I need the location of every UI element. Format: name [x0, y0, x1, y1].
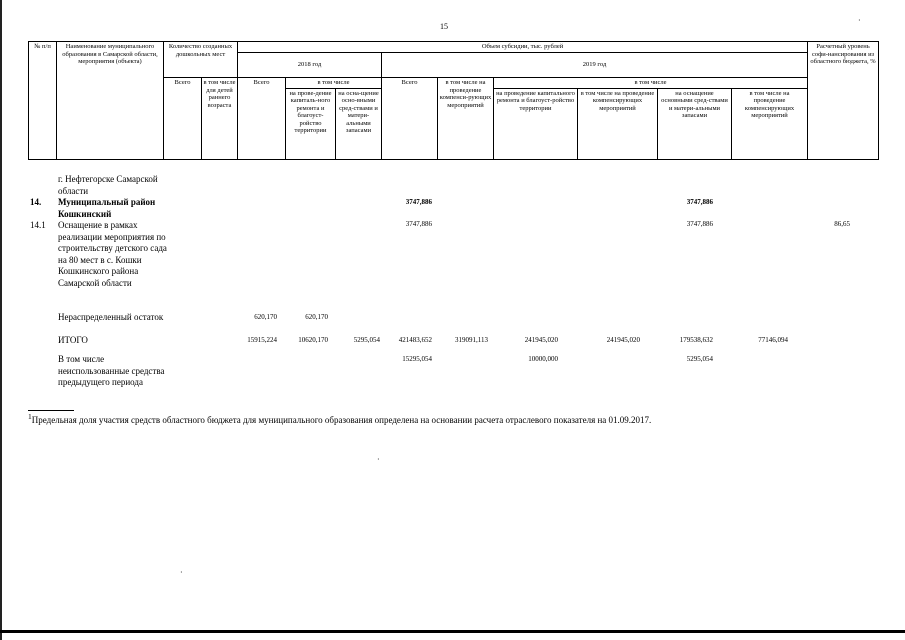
header-2019-including: в том числе — [494, 78, 808, 89]
header-2018-including: в том числе — [286, 78, 382, 89]
row-name-3: Нераспределенный остаток — [58, 312, 164, 322]
header-2018: 2018 год — [238, 53, 382, 78]
row-num-2: 14.1 — [30, 220, 46, 230]
header-places-early: в том числе для детей раннего возраста — [202, 78, 238, 160]
row1-2019-equip: 3747,886 — [686, 198, 713, 206]
header-2019-repair: на проведение капитального ремонта и благоуст-ройство территории — [494, 88, 578, 159]
header-2018-repair: на прове-дение капиталь-ного ремонта и благоуст-ройство территории — [286, 88, 336, 159]
row5-2019-equip: 5295,054 — [686, 355, 713, 363]
row2-2019-equip: 3747,886 — [686, 220, 713, 228]
page-number: 15 — [440, 22, 448, 31]
row-name-2: Оснащение в рамках реализации мероприятия по строительству детского сада на 80 мест в с. Кошки Кошкинского района Самарской области — [58, 220, 167, 288]
footnote — [28, 412, 651, 425]
row5-2019-repair: 10000,000 — [528, 355, 558, 363]
row3-2018-repair: 620,170 — [305, 313, 328, 321]
subsidy-table-header — [28, 41, 879, 160]
header-level: Расчетный уровень софи-нансирования из областного бюджета, % — [808, 42, 879, 160]
row4-2018-total: 15915,224 — [247, 336, 277, 344]
row4-2018-repair: 10620,170 — [298, 336, 328, 344]
row4-2019-comp: 319091,113 — [455, 336, 488, 344]
footnote-mark: 1 — [28, 412, 32, 421]
scan-bottom-edge — [0, 630, 905, 633]
header-2019-comp: в том числе на проведение компенси-рующих мероприятий — [438, 78, 494, 160]
header-2019-total: Всего — [382, 78, 438, 160]
header-places-total: Всего — [164, 78, 202, 160]
scan-speck: · — [180, 568, 183, 577]
header-2019-equip: на оснащение основными сред-ствами и матери-альными запасами — [658, 88, 732, 159]
row2-2019-total: 3747,886 — [405, 220, 432, 228]
row5-2019-total: 15295,054 — [402, 355, 432, 363]
row4-2018-equip: 5295,054 — [353, 336, 380, 344]
header-2019-comp2: в том числе на проведение компенсирующих мероприятий — [578, 88, 658, 159]
row-name-0: г. Нефтегорске Самарской области — [58, 174, 158, 196]
row4-2019-repair: 241945,020 — [524, 336, 558, 344]
footnote-separator — [28, 410, 74, 411]
row4-2019-equip: 179538,632 — [679, 336, 713, 344]
scan-left-edge — [0, 0, 2, 640]
header-subsidy: Объем субсидии, тыс. рублей — [238, 42, 808, 53]
row4-2019-total: 421483,652 — [398, 336, 432, 344]
row-name-5: В том числе неиспользованные средства предыдущего периода — [58, 354, 165, 387]
row2-level: 86,65 — [834, 220, 850, 228]
row3-2018-total: 620,170 — [254, 313, 277, 321]
header-name: Наименование муниципального образования в Самарской области, мероприятия (объекта) — [57, 42, 164, 160]
header-num: № п/п — [29, 42, 57, 160]
header-2019: 2019 год — [382, 53, 808, 78]
row-name-4: ИТОГО — [58, 335, 88, 345]
row4-2019-comp3: 77146,094 — [758, 336, 788, 344]
header-2019-comp3: в том числе на проведение компенсирующих мероприятий — [732, 88, 808, 159]
row-name-1: Муниципальный район Кошкинский — [58, 197, 156, 219]
header-2018-equip: на осна-щение осно-вными сред-ствами и матери-альными запасами — [336, 88, 382, 159]
row4-2019-comp2: 241945,020 — [606, 336, 640, 344]
scan-speck: · — [377, 455, 380, 464]
header-places: Количество созданных дошкольных мест — [164, 42, 238, 78]
row-num-1: 14. — [30, 197, 42, 207]
footnote-text: Предельная доля участия средств областного бюджета для муниципального образования определена на основании расчета отраслевого показателя на 01.09.2017. — [31, 415, 652, 425]
row1-2019-total: 3747,886 — [405, 198, 432, 206]
header-2018-total: Всего — [238, 78, 286, 160]
scan-speck: · — [858, 16, 861, 25]
